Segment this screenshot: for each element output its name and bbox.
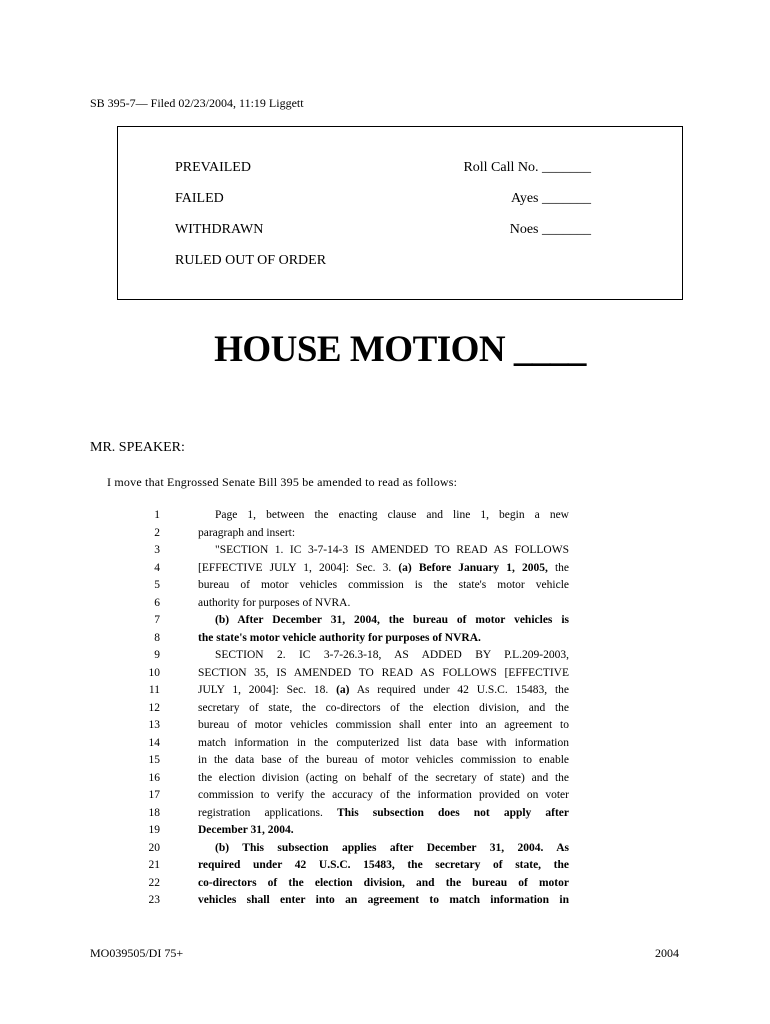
line-number: 7 bbox=[154, 614, 160, 626]
line-number: 18 bbox=[148, 806, 160, 819]
line-segment: paragraph and insert: bbox=[198, 526, 296, 539]
line-segment: (b) After December 31, 2004, the bureau of motor vehicles is bbox=[215, 614, 569, 626]
line-number: 16 bbox=[148, 771, 160, 784]
line-text bbox=[198, 752, 569, 770]
line-text bbox=[198, 770, 569, 788]
text-line bbox=[0, 525, 770, 543]
line-segment: bureau of motor vehicles commission is the state's motor vehicle bbox=[198, 579, 569, 591]
line-segment: JULY 1, 2004]: Sec. 18. bbox=[198, 684, 337, 696]
line-number: 11 bbox=[148, 684, 160, 696]
text-line bbox=[0, 612, 770, 630]
line-segment: commission to verify the accuracy of the information provided on voter bbox=[198, 789, 569, 801]
line-segment: This subsection does not apply after bbox=[336, 806, 569, 819]
text-line bbox=[0, 892, 770, 910]
status-prevailed: PREVAILED bbox=[175, 160, 251, 175]
line-segment: "SECTION 1. IC 3-7-14-3 IS AMENDED TO READ AS FOLLOWS bbox=[215, 544, 569, 556]
text-line bbox=[0, 840, 770, 858]
line-text bbox=[198, 577, 569, 595]
line-number: 12 bbox=[148, 701, 160, 714]
line-number: 13 bbox=[148, 719, 160, 731]
text-line bbox=[0, 805, 770, 823]
line-number: 2 bbox=[154, 526, 160, 539]
line-segment: As required under 42 U.S.C. 15483, the bbox=[349, 684, 569, 696]
ayes-count: Ayes _______ bbox=[511, 191, 591, 206]
line-text bbox=[198, 700, 569, 718]
line-text bbox=[198, 665, 569, 683]
line-segment: required under 42 U.S.C. 15483, the secretary of state, the bbox=[198, 859, 569, 871]
line-number: 8 bbox=[154, 631, 160, 644]
line-number: 14 bbox=[148, 736, 160, 749]
line-text bbox=[198, 595, 569, 613]
status-withdrawn: WITHDRAWN bbox=[175, 222, 264, 237]
line-segment: match information in the computerized list data base with information bbox=[198, 736, 569, 749]
line-number: 21 bbox=[148, 859, 160, 871]
line-number: 9 bbox=[154, 649, 160, 661]
line-text bbox=[198, 840, 569, 858]
document-id: MO039505/DI 75+ bbox=[90, 946, 184, 960]
line-text bbox=[198, 805, 569, 823]
line-segment: vehicles shall enter into an agreement to match information in bbox=[198, 894, 569, 906]
page-title: HOUSE MOTION ____ bbox=[214, 329, 586, 370]
roll-call-number: Roll Call No. _______ bbox=[463, 160, 591, 175]
line-segment: registration applications. bbox=[198, 806, 337, 819]
line-segment: [EFFECTIVE JULY 1, 2004]: Sec. 3. bbox=[198, 561, 399, 574]
line-text bbox=[198, 542, 569, 560]
line-segment: the state's motor vehicle authority for purposes of NVRA. bbox=[198, 631, 481, 644]
line-segment: the bbox=[547, 561, 569, 574]
line-number: 22 bbox=[148, 876, 160, 889]
line-number: 6 bbox=[154, 596, 160, 609]
line-text bbox=[198, 507, 569, 525]
line-segment: SECTION 2. IC 3-7-26.3-18, AS ADDED BY P.L.209-2003, bbox=[215, 649, 569, 661]
line-text bbox=[198, 612, 569, 630]
text-line bbox=[0, 700, 770, 718]
line-number: 15 bbox=[148, 754, 160, 766]
line-text bbox=[198, 787, 569, 805]
document-year: 2004 bbox=[655, 946, 679, 960]
text-line bbox=[0, 630, 770, 648]
line-text bbox=[198, 560, 569, 578]
text-line bbox=[0, 735, 770, 753]
text-line bbox=[0, 682, 770, 700]
line-number: 23 bbox=[148, 894, 160, 906]
amendment-text bbox=[0, 507, 770, 910]
text-line bbox=[0, 875, 770, 893]
line-number: 4 bbox=[154, 561, 160, 574]
line-text bbox=[198, 857, 569, 875]
text-line bbox=[0, 647, 770, 665]
text-line bbox=[0, 752, 770, 770]
line-number: 10 bbox=[148, 666, 160, 679]
line-segment: December 31, 2004. bbox=[198, 824, 294, 836]
status-failed: FAILED bbox=[175, 191, 224, 206]
line-segment: the election division (acting on behalf of the secretary of state) and the bbox=[198, 771, 569, 784]
line-text bbox=[198, 735, 569, 753]
text-line bbox=[0, 560, 770, 578]
status-box bbox=[117, 126, 683, 300]
text-line bbox=[0, 822, 770, 840]
line-number: 1 bbox=[154, 509, 160, 521]
line-segment: SECTION 35, IS AMENDED TO READ AS FOLLOWS [EFFECTIVE bbox=[198, 666, 569, 679]
line-number: 19 bbox=[148, 824, 160, 836]
line-segment: in the data base of the bureau of motor vehicles commission to enable bbox=[198, 754, 569, 766]
text-line bbox=[0, 857, 770, 875]
line-segment: (b) This subsection applies after December 31, 2004. As bbox=[215, 841, 569, 854]
line-text bbox=[198, 525, 569, 543]
line-text bbox=[198, 875, 569, 893]
line-text bbox=[198, 630, 569, 648]
text-line bbox=[0, 542, 770, 560]
text-line bbox=[0, 577, 770, 595]
motion-intro: I move that Engrossed Senate Bill 395 be amended to read as follows: bbox=[107, 475, 458, 489]
line-text bbox=[198, 647, 569, 665]
line-text bbox=[198, 892, 569, 910]
line-number: 20 bbox=[148, 841, 160, 854]
text-line bbox=[0, 507, 770, 525]
line-number: 5 bbox=[154, 579, 160, 591]
line-number: 3 bbox=[154, 544, 160, 556]
line-segment: Page 1, between the enacting clause and line 1, begin a new bbox=[215, 509, 569, 521]
line-number: 17 bbox=[148, 789, 160, 801]
line-segment: bureau of motor vehicles commission shall enter into an agreement to bbox=[198, 719, 569, 731]
text-line bbox=[0, 595, 770, 613]
status-ruled-out-of-order: RULED OUT OF ORDER bbox=[175, 253, 327, 268]
line-segment: (a) Before January 1, 2005, bbox=[398, 561, 548, 574]
line-text bbox=[198, 822, 569, 840]
text-line bbox=[0, 787, 770, 805]
filing-header: SB 395-7— Filed 02/23/2004, 11:19 Liggett bbox=[90, 96, 304, 110]
line-segment: secretary of state, the co-directors of the election division, and the bbox=[198, 701, 569, 714]
line-text bbox=[198, 682, 569, 700]
noes-count: Noes _______ bbox=[509, 222, 591, 237]
line-text bbox=[198, 717, 569, 735]
text-line bbox=[0, 717, 770, 735]
line-segment: co-directors of the election division, and the bureau of motor bbox=[198, 876, 569, 889]
salutation: MR. SPEAKER: bbox=[90, 440, 185, 455]
line-segment: (a) bbox=[336, 684, 350, 696]
line-segment: authority for purposes of NVRA. bbox=[198, 596, 351, 609]
text-line bbox=[0, 665, 770, 683]
text-line bbox=[0, 770, 770, 788]
